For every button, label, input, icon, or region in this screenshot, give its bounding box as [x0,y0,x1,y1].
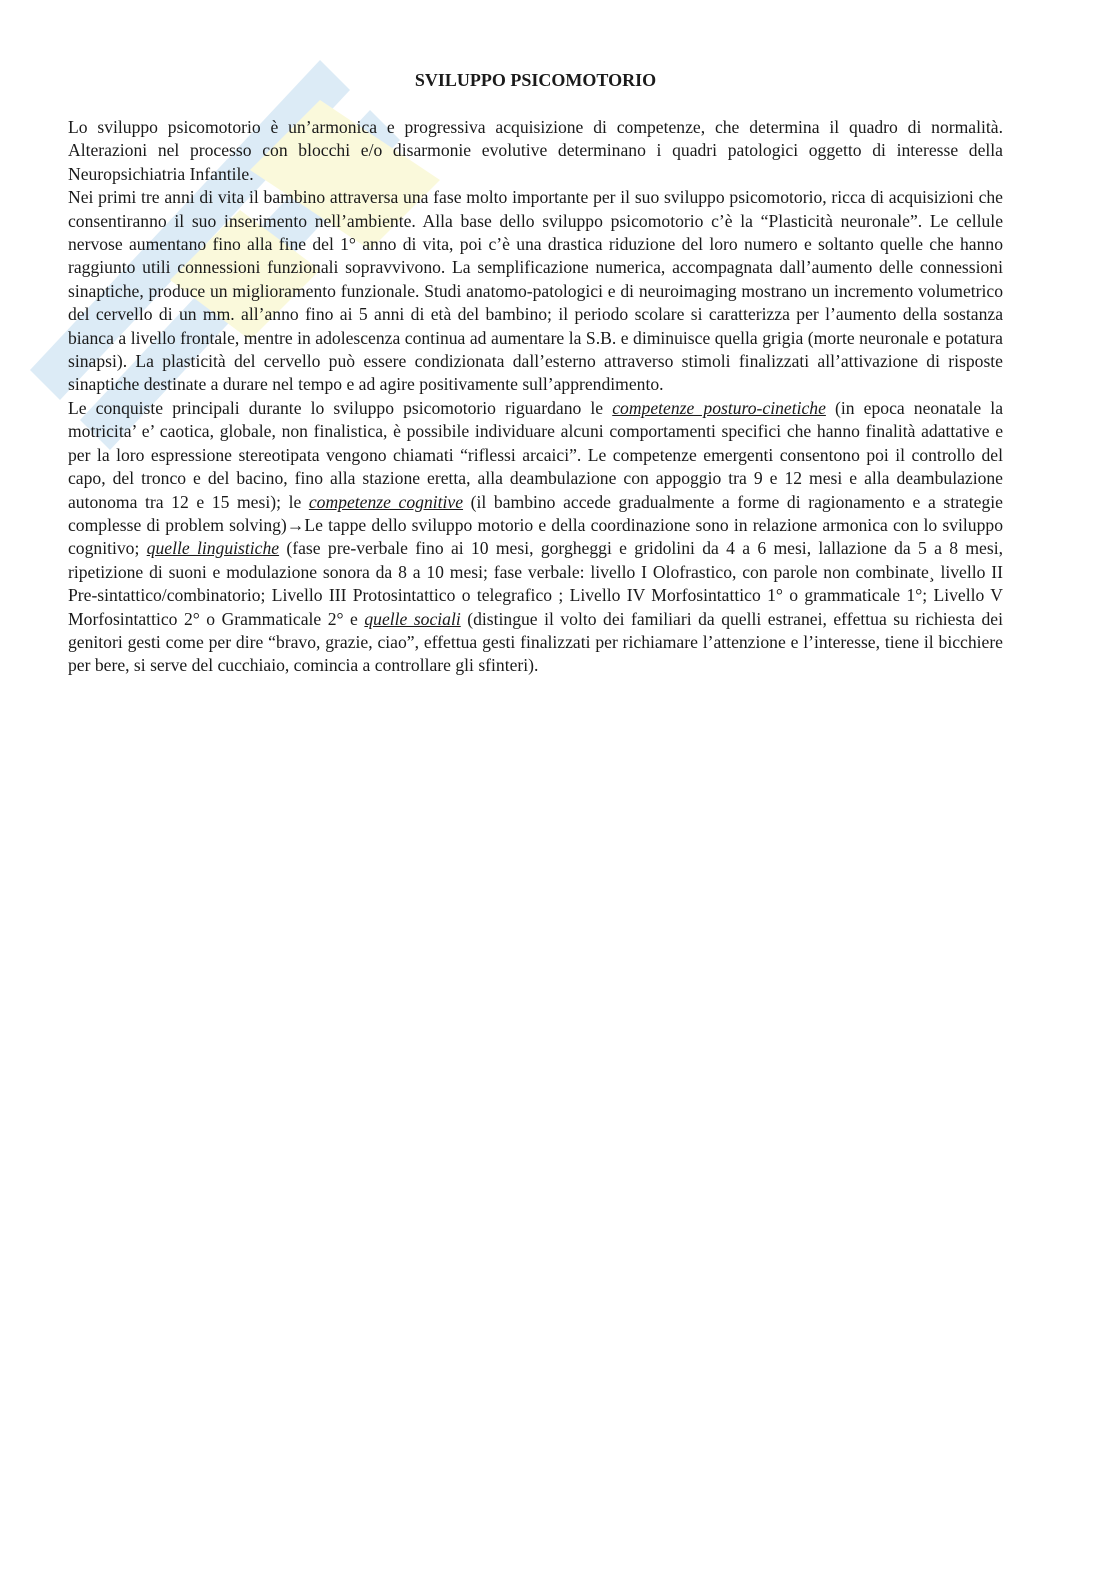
term-posturo-cinetiche: competenze posturo-cinetiche [612,397,826,418]
paragraph-text: (fase pre-verbale fino ai 10 mesi, gorgheggi e gridolini da 4 a 6 mesi, lallazione da 5 a 8 mesi, ripetizione di suoni e modulazione sonora da 8 a 10 mesi; fase verbale: livello I Olofrastico, con parole non combinate¸ livello II Pre-sintattico/combinatorio; Livello III Protosintattico o telegrafico ; Livello IV Morfosintattico 1° o grammaticale 1°; Livello V Morfosintattico 2° o Grammaticale 2° e [68,538,1003,629]
paragraph-text: (distingue il volto dei familiari da quelli estranei, effettua su richiesta dei genitori gesti come per dire “bravo, grazie, ciao”, effettua gesti finalizzati per richiamare l’attenzione e l’interesse, tiene il bicchiere per bere, si serve del cucchiaio, comincia a controllare gli sfinteri). [68,608,1003,676]
paragraph-text: (in epoca neonatale la motricita’ e’ caotica, globale, non finalistica, è possibile individuare alcuni comportamenti specifici che hanno finalità adattative e per la loro espressione stereotipata vengono chiamati “riflessi arcaici”. Le competenze emergenti consentono poi il controllo del capo, del tronco e del bacino, fino alla stazione eretta, alla deambulazione con appoggio tra 9 e 12 mesi e alla deambulazione autonoma tra 12 e 15 mesi); le [68,397,1004,512]
paragraph-intro: Lo sviluppo psicomotorio è un’armonica e progressiva acquisizione di competenze, che determina il quadro di normalità. Alterazioni nel processo con blocchi e/o disarmonie evolutive determinano i quadri patologici oggetto di interesse della Neuropsichiatria Infantile. [68,117,1003,184]
paragraph-plasticity: Nei primi tre anni di vita il bambino attraversa una fase molto importante per il suo sviluppo psicomotorio, ricca di acquisizioni che consentiranno il suo inserimento nell’ambiente. Alla base dello sviluppo psicomotorio c’è la “Plasticità neuronale”. Le cellule nervose aumentano fino alla fine del 1° anno di vita, poi c’è una drastica riduzione del loro numero e soltanto quelle che hanno raggiunto utili connessioni funzionali sopravvivono. La semplificazione numerica, accompagnata dall’aumento delle connessioni sinaptiche, produce un miglioramento funzionale. Studi anatomo-patologici e di neuroimaging mostrano un incremento volumetrico del cervello di un mm. all’anno fino ai 5 anni di età del bambino; il periodo scolare si caratterizza per l’aumento della sostanza bianca a livello frontale, mentre in adolescenza continua ad aumentare la S.B. e diminuisce quella grigia (morte neuronale e potatura sinapsi). La plasticità del cervello può essere condizionata dall’esterno attraverso stimoli finalizzati all’attivazione di risposte sinaptiche destinate a durare nel tempo e ad agire positivamente sull’apprendimento. [68,187,1003,395]
paragraph-conquests [68,397,1003,678]
term-competenze-cognitive: competenze cognitive [308,491,464,512]
term-linguistiche: quelle linguistiche [146,538,280,559]
document-body [68,116,1003,678]
term-sociali: quelle sociali [364,608,461,629]
document-title: SVILUPPO PSICOMOTORIO [414,70,657,90]
paragraph-text: Le conquiste principali durante lo sviluppo psicomotorio riguardano le [68,397,613,418]
paragraph-text: (il bambino accede gradualmente a forme di ragionamento e a strategie complesse di problem solving)→Le tappe dello sviluppo motorio e della coordinazione sono in relazione armonica con lo sviluppo cognitivo; [68,491,1003,559]
